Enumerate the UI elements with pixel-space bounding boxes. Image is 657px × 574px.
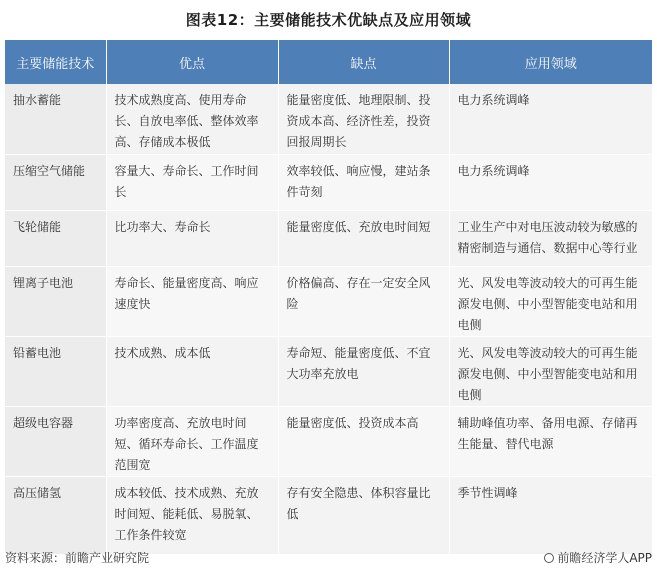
cell-pros: 技术成熟、成本低	[106, 336, 278, 406]
footer	[5, 549, 652, 569]
header-cons: 缺点	[278, 40, 449, 84]
cell-pros: 容量大、寿命长、工作时间长	[106, 154, 278, 210]
cell-apps: 电力系统调峰	[449, 154, 652, 210]
table-row	[5, 84, 652, 154]
cell-apps: 工业生产中对电压波动较为敏感的精密制造与通信、数据中心等行业	[449, 210, 652, 266]
figure-title: 图表12：主要储能技术优缺点及应用领域	[185, 11, 472, 29]
table-row	[5, 336, 652, 406]
cell-cons: 寿命短、能量密度低、不宜大功率充放电	[278, 336, 449, 406]
cell-tech: 锂离子电池	[5, 266, 106, 336]
table-header-row	[5, 40, 652, 84]
cell-apps: 季节性调峰	[449, 476, 652, 554]
cell-cons: 能量密度低、投资成本高	[278, 406, 449, 476]
cell-tech: 高压储氢	[5, 476, 106, 554]
header-tech: 主要储能技术	[5, 40, 106, 84]
cell-tech: 铅蓄电池	[5, 336, 106, 406]
cell-apps: 辅助峰值功率、备用电源、存储再生能量、替代电源	[449, 406, 652, 476]
cell-pros: 技术成熟度高、使用寿命长、自放电率低、整体效率高、存储成本极低	[106, 84, 278, 154]
cell-cons: 价格偏高、存在一定安全风险	[278, 266, 449, 336]
cell-pros: 成本较低、技术成熟、充放时间短、能耗低、易脱氧、工作条件较宽	[106, 476, 278, 554]
table-row	[5, 476, 652, 554]
brand-logo-icon	[544, 553, 554, 563]
brand-label: 前瞻经济学人APP	[557, 551, 652, 565]
table-row	[5, 154, 652, 210]
cell-apps: 光、风发电等波动较大的可再生能源发电侧、中小型智能变电站和用电侧	[449, 336, 652, 406]
cell-apps: 电力系统调峰	[449, 84, 652, 154]
cell-tech: 抽水蓄能	[5, 84, 106, 154]
source-note: 资料来源：前瞻产业研究院	[5, 551, 150, 565]
cell-cons: 效率较低、响应慢，建站条件苛刻	[278, 154, 449, 210]
brand-credit	[544, 549, 652, 566]
cell-tech: 压缩空气储能	[5, 154, 106, 210]
header-apps: 应用领域	[449, 40, 652, 84]
cell-apps: 光、风发电等波动较大的可再生能源发电侧、中小型智能变电站和用电侧	[449, 266, 652, 336]
table-row	[5, 406, 652, 476]
table-row	[5, 266, 652, 336]
cell-cons: 能量密度低、充放电时间短	[278, 210, 449, 266]
cell-cons: 能量密度低、地理限制、投资成本高、经济性差，投资回报周期长	[278, 84, 449, 154]
cell-tech: 飞轮储能	[5, 210, 106, 266]
cell-pros: 功率密度高、充放电时间短、循环寿命长、工作温度范围宽	[106, 406, 278, 476]
cell-tech: 超级电容器	[5, 406, 106, 476]
table-row	[5, 210, 652, 266]
storage-comparison-table	[5, 40, 652, 555]
cell-pros: 寿命长、能量密度高、响应速度快	[106, 266, 278, 336]
header-pros: 优点	[106, 40, 278, 84]
cell-cons: 存有安全隐患、体积容量比低	[278, 476, 449, 554]
cell-pros: 比功率大、寿命长	[106, 210, 278, 266]
